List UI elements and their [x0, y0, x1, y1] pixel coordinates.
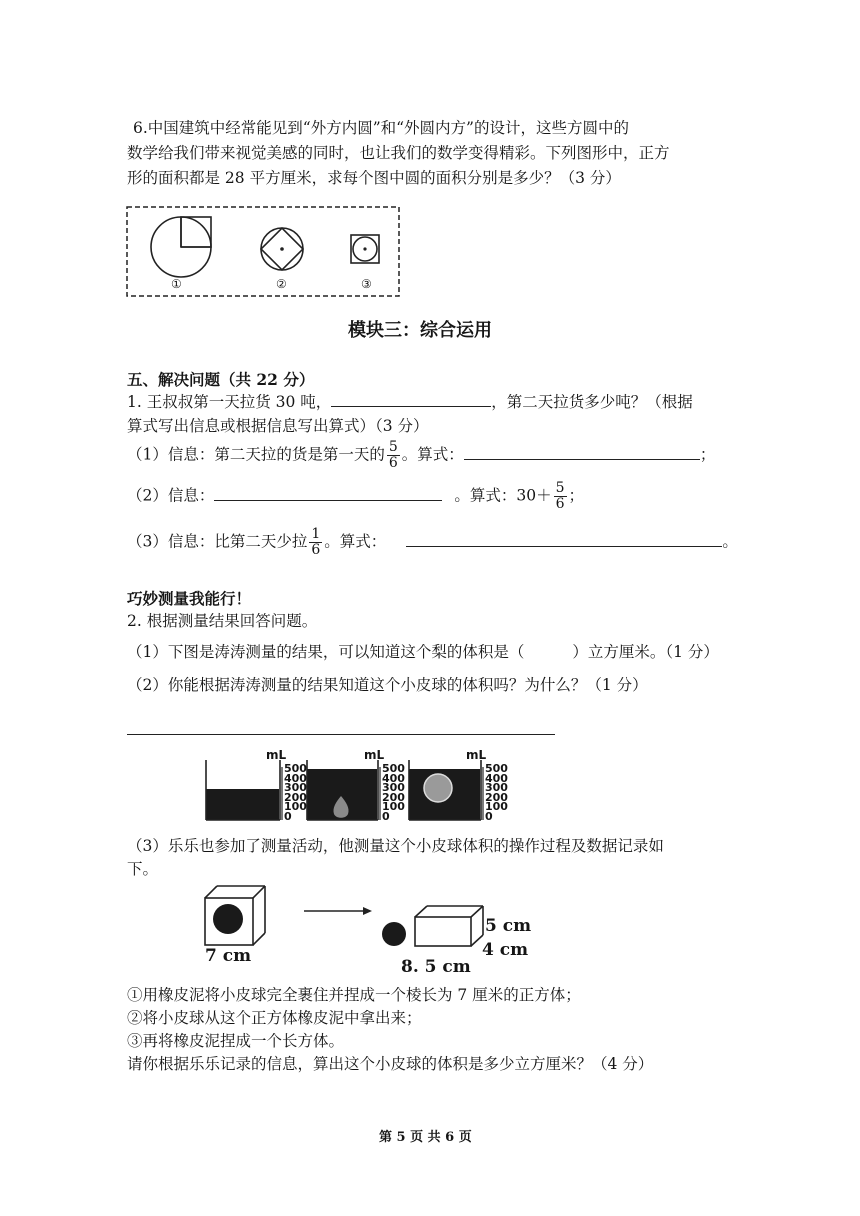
measure-heading: 巧妙测量我能行！ — [127, 589, 252, 608]
step-1: ①用橡皮泥将小皮球完全裹住并捏成一个棱长为 7 厘米的正方体； — [127, 986, 581, 1004]
beaker-2-unit: mL — [364, 748, 385, 762]
cuboid-height-label: 5 cm — [485, 916, 532, 936]
fraction-5-6: $\frac{5}{6}$ — [388, 439, 398, 471]
figure-label-3: ③ — [361, 277, 372, 291]
measure-sub2: （2）你能根据涛涛测量的结果知道这个小皮球的体积吗？为什么？（1 分） — [127, 676, 648, 694]
ball-removed — [382, 922, 406, 946]
module-title: 模块三：综合运用 — [348, 320, 492, 341]
cube-edge-label: 7 cm — [205, 946, 252, 966]
beaker-3-unit: mL — [466, 748, 487, 762]
figure-label-1: ① — [171, 277, 182, 291]
beaker-1-scale: 500 400 300 200 100 0 — [284, 762, 307, 823]
p1-sub3: （3）信息：比第二天少拉 $\frac{1}{6}$ 。算式： 。 — [127, 526, 738, 558]
page-footer: 第 5 页 共 6 页 — [379, 1130, 472, 1145]
q6-line3: 形的面积都是 28 平方厘米，求每个图中圆的面积分别是多少？（3 分） — [127, 169, 621, 187]
beaker-2-scale: 500 400 300 200 100 0 — [382, 762, 405, 823]
section5-heading: 五、解决问题（共 22 分） — [127, 370, 315, 389]
cuboid-width-label: 4 cm — [482, 940, 529, 960]
cuboid-length-label: 8. 5 cm — [401, 957, 471, 977]
measure-sub1: （1）下图是涛涛测量的结果，可以知道这个梨的体积是（ ）立方厘米。（1 分） — [127, 643, 719, 661]
measure-q2: 2. 根据测量结果回答问题。 — [127, 612, 318, 630]
measure-sub3-line2: 下。 — [127, 860, 159, 878]
ball-in-cube — [213, 904, 243, 934]
p1-sub2: （2）信息： 。算式：30＋ $\frac{5}{6}$ ； — [127, 480, 585, 512]
final-question: 请你根据乐乐记录的信息，算出这个小皮球的体积是多少立方厘米？（4 分） — [127, 1055, 654, 1073]
figure-label-2: ② — [276, 277, 287, 291]
p1-sub1: （1）信息：第二天拉的货是第一天的 $\frac{5}{6}$ 。算式： ； — [127, 439, 716, 471]
beaker-1-unit: mL — [266, 748, 287, 762]
measure-sub3-line1: （3）乐乐也参加了测量活动，他测量这个小皮球体积的操作过程及数据记录如 — [127, 837, 664, 855]
p1-line2: 算式写出信息或根据信息写出算式）（3 分） — [127, 417, 429, 435]
cuboid-shape — [415, 906, 483, 946]
fraction-5-6-b: $\frac{5}{6}$ — [555, 480, 565, 512]
beaker-3-scale: 500 400 300 200 100 0 — [485, 762, 508, 823]
p1-line1: 1. 王叔叔第一天拉货 30 吨， ，第二天拉货多少吨？（根据 — [127, 393, 693, 411]
fraction-1-6: $\frac{1}{6}$ — [311, 526, 321, 558]
q6-line2: 数学给我们带来视觉美感的同时，也让我们的数学变得精彩。下列图形中，正方 — [127, 144, 670, 162]
q6-line1: 6.中国建筑中经常能见到“外方内圆”和“外圆内方”的设计，这些方圆中的 — [133, 119, 629, 137]
arrow-icon — [304, 907, 372, 915]
step-3: ③再将橡皮泥捏成一个长方体。 — [127, 1032, 345, 1050]
step-2: ②将小皮球从这个正方体橡皮泥中拿出来； — [127, 1009, 422, 1027]
